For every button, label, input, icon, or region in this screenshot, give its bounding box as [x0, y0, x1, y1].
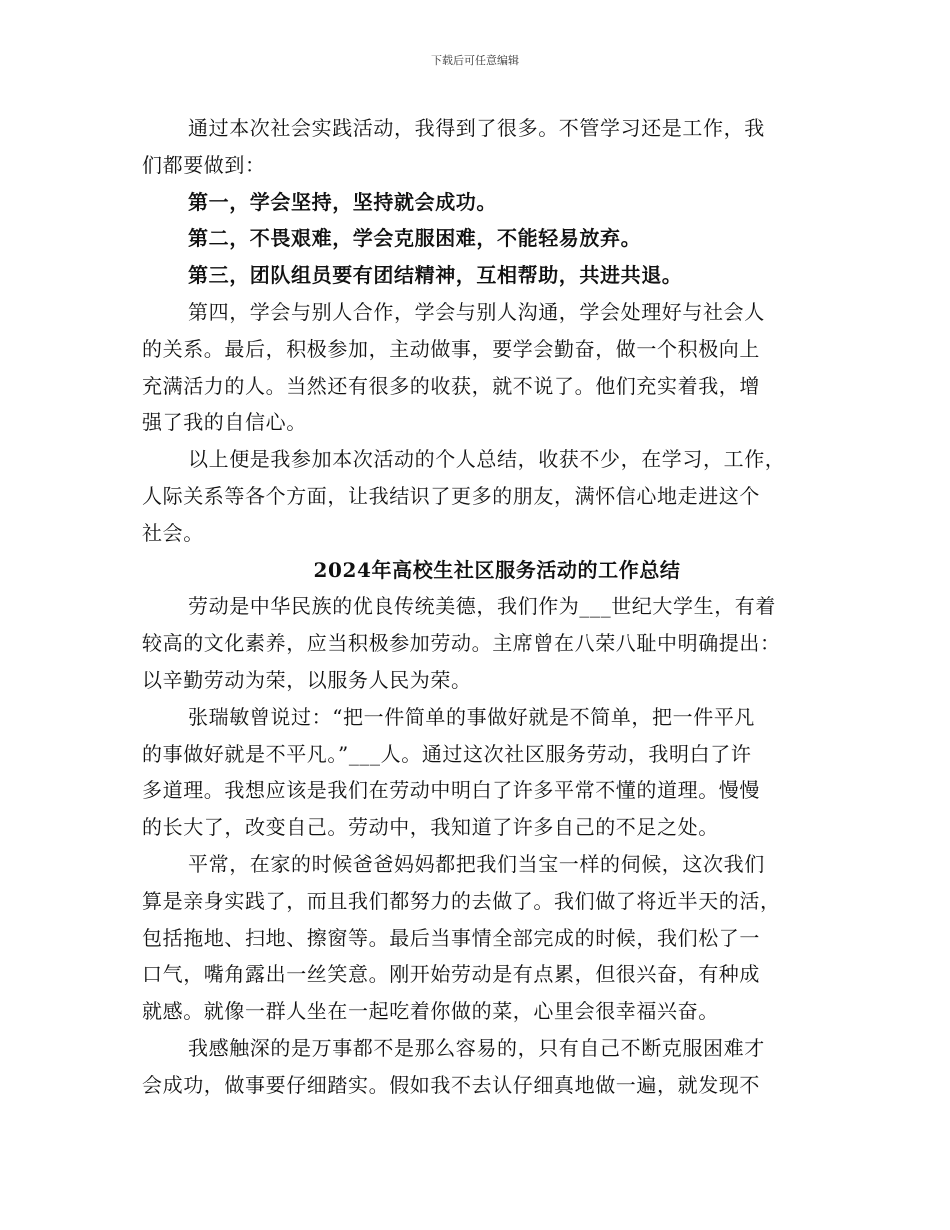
paragraph-line: 强了我的自信心。 — [142, 410, 307, 435]
paragraph-line: 人际关系等各个方面，让我结识了更多的朋友，满怀信心地走进这个 — [142, 483, 760, 508]
document-body — [142, 110, 822, 1104]
paragraph-line: 包括拖地、扫地、擦窗等。最后当事情全部完成的时候，我们松了一 — [142, 925, 760, 950]
section-heading: 2024年高校生社区服务活动的工作总结 — [313, 557, 681, 582]
paragraph-line: 口气，嘴角露出一丝笑意。刚开始劳动是有点累，但很兴奋，有种成 — [142, 962, 760, 987]
bold-point-1: 第一，学会坚持，坚持就会成功。 — [188, 189, 497, 214]
paragraph-line: 的关系。最后，积极参加，主动做事，要学会勤奋，做一个积极向上 — [142, 336, 760, 361]
paragraph-line: 以辛勤劳动为荣，以服务人民为荣。 — [142, 667, 472, 692]
paragraph-line: 我感触深的是万事都不是那么容易的，只有自己不断克服困难才 — [188, 1035, 765, 1060]
paragraph-line: 平常，在家的时候爸爸妈妈都把我们当宝一样的伺候，这次我们 — [188, 851, 765, 876]
paragraph-line: 第四，学会与别人合作，学会与别人沟通，学会处理好与社会人 — [188, 299, 765, 324]
page-header: 下载后可任意编辑 — [431, 54, 519, 67]
paragraph-line: 会成功，做事要仔细踏实。假如我不去认仔细真地做一遍，就发现不 — [142, 1072, 760, 1097]
paragraph-line: 劳动是中华民族的优良传统美德，我们作为___世纪大学生，有着 — [188, 594, 776, 619]
paragraph-line: 张瑞敏曾说过：“把一件简单的事做好就是不简单，把一件平凡 — [188, 704, 756, 729]
paragraph-line: 充满活力的人。当然还有很多的收获，就不说了。他们充实着我，增 — [142, 373, 760, 398]
paragraph-line: 的事做好就是不平凡。”___人。通过这次社区服务劳动，我明白了许 — [142, 741, 752, 766]
paragraph-line: 多道理。我想应该是我们在劳动中明白了许多平常不懂的道理。慢慢 — [142, 778, 760, 803]
bold-point-3: 第三，团队组员要有团结精神，互相帮助，共进共退。 — [188, 263, 683, 288]
paragraph-line: 以上便是我参加本次活动的个人总结，收获不少，在学习，工作， — [188, 447, 786, 472]
paragraph-line: 的长大了，改变自己。劳动中，我知道了许多自己的不足之处。 — [142, 815, 719, 840]
paragraph-line: 社会。 — [142, 520, 204, 545]
paragraph-line: 较高的文化素养，应当积极参加劳动。主席曾在八荣八耻中明确提出： — [142, 631, 781, 656]
paragraph-line: 算是亲身实践了，而且我们都努力的去做了。我们做了将近半天的活， — [142, 888, 781, 913]
paragraph-line: 就感。就像一群人坐在一起吃着你做的菜，心里会很幸福兴奋。 — [142, 999, 719, 1024]
bold-point-2: 第二，不畏艰难，学会克服困难，不能轻易放弃。 — [188, 226, 642, 251]
paragraph-line: 们都要做到： — [142, 152, 266, 177]
paragraph-line: 通过本次社会实践活动，我得到了很多。不管学习还是工作，我 — [188, 116, 765, 140]
